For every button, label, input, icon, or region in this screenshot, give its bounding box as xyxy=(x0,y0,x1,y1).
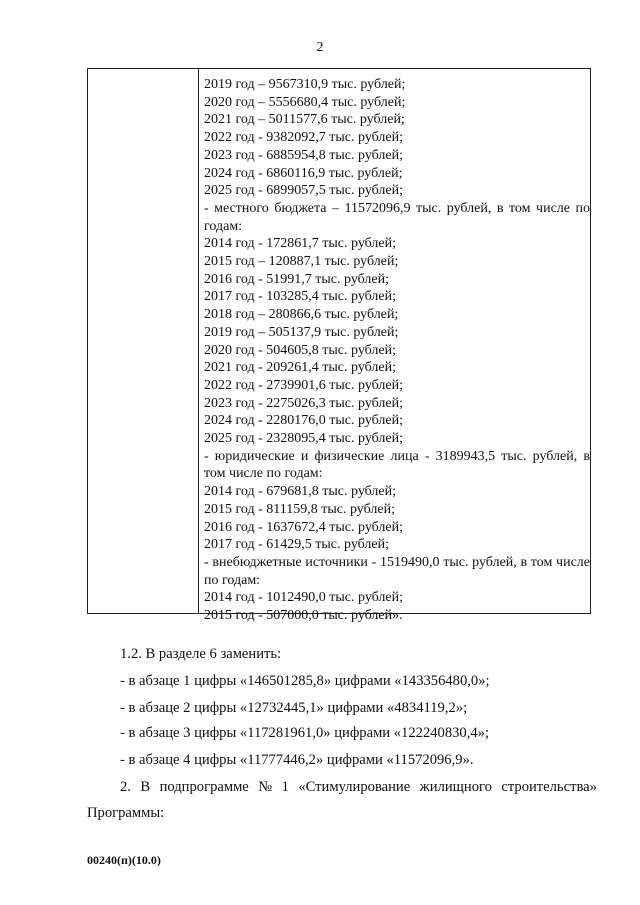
subprogram-word: № xyxy=(258,779,273,795)
table-line: 2023 год - 2275026,3 тыс. рублей; xyxy=(204,395,404,411)
table-line: 2024 год - 2280176,0 тыс. рублей; xyxy=(204,413,404,429)
subprogram-word: жилищного xyxy=(419,779,492,795)
table-line: 2015 год – 120887,1 тыс. рублей; xyxy=(204,254,399,270)
table-right-cell xyxy=(199,69,590,624)
table-line: 2021 год - 209261,4 тыс. рублей; xyxy=(204,360,397,376)
table-line: 2020 год – 5556680,4 тыс. рублей; xyxy=(204,94,406,110)
table-left-cell xyxy=(88,69,199,613)
replacement-2: - в абзаце 2 цифры «12732445,1» цифрами «4834119,2»; xyxy=(120,700,468,716)
table-line: 2014 год - 172861,7 тыс. рублей; xyxy=(204,236,397,252)
table-line: - юридические и физические лица - 3189943,5 тыс. рублей, в том числе по годам: xyxy=(204,448,590,482)
section-heading: 1.2. В разделе 6 заменить: xyxy=(120,646,282,662)
table-line: 2014 год - 1012490,0 тыс. рублей; xyxy=(204,590,404,606)
footer-code: 00240(п)(10.0) xyxy=(87,853,161,867)
subprogram-word: «Стимулирование xyxy=(298,779,411,795)
page-number: 2 xyxy=(316,40,324,55)
table-line: 2024 год - 6860116,9 тыс. рублей; xyxy=(204,165,403,181)
subprogram-word: подпрограмме xyxy=(159,779,249,795)
table-line: 2017 год - 103285,4 тыс. рублей; xyxy=(204,289,397,305)
funding-table xyxy=(87,68,591,624)
subprogram-line xyxy=(87,778,597,796)
table-line: 2023 год - 6885954,8 тыс. рублей; xyxy=(204,147,404,163)
table-line: 2022 год - 9382092,7 тыс. рублей; xyxy=(204,130,404,146)
table-line: 2017 год - 61429,5 тыс. рублей; xyxy=(204,537,390,553)
subprogram-word: строительства» xyxy=(501,779,597,795)
table-line: 2015 год - 811159,8 тыс. рублей; xyxy=(204,501,395,517)
table-line: 2015 год - 507000,0 тыс. рублей». xyxy=(204,608,403,624)
table-line: 2021 год – 5011577,6 тыс. рублей; xyxy=(204,112,405,128)
replacement-3: - в абзаце 3 цифры «117281961,0» цифрами «122240830,4»; xyxy=(120,725,490,741)
replacement-4: - в абзаце 4 цифры «11777446,2» цифрами «11572096,9». xyxy=(120,752,474,768)
subprogram-word: 1 xyxy=(281,779,289,795)
table-line: 2019 год – 9567310,9 тыс. рублей; xyxy=(204,77,406,92)
table-line: 2020 год - 504605,8 тыс. рублей; xyxy=(204,342,397,358)
table-line: - внебюджетные источники - 1519490,0 тыс. рублей, в том числе по годам: xyxy=(204,554,590,588)
subprogram-word: В xyxy=(140,779,151,795)
table-line: 2016 год - 1637672,4 тыс. рублей; xyxy=(204,519,404,535)
programs-label: Программы: xyxy=(87,805,165,821)
table-line: 2019 год – 505137,9 тыс. рублей; xyxy=(204,324,399,340)
subprogram-word: 2. xyxy=(120,779,131,795)
table-line: 2025 год - 2328095,4 тыс. рублей; xyxy=(204,431,404,447)
table-line: 2025 год - 6899057,5 тыс. рублей; xyxy=(204,183,404,199)
table-line: 2016 год - 51991,7 тыс. рублей; xyxy=(204,271,390,287)
table-line: 2014 год - 679681,8 тыс. рублей; xyxy=(204,484,397,500)
table-line: 2022 год - 2739901,6 тыс. рублей; xyxy=(204,377,404,393)
replacement-1: - в абзаце 1 цифры «146501285,8» цифрами «143356480,0»; xyxy=(120,673,490,689)
table-line: - местного бюджета – 11572096,9 тыс. рублей, в том числе по годам: xyxy=(204,200,590,234)
table-line: 2018 год – 280866,6 тыс. рублей; xyxy=(204,307,399,323)
